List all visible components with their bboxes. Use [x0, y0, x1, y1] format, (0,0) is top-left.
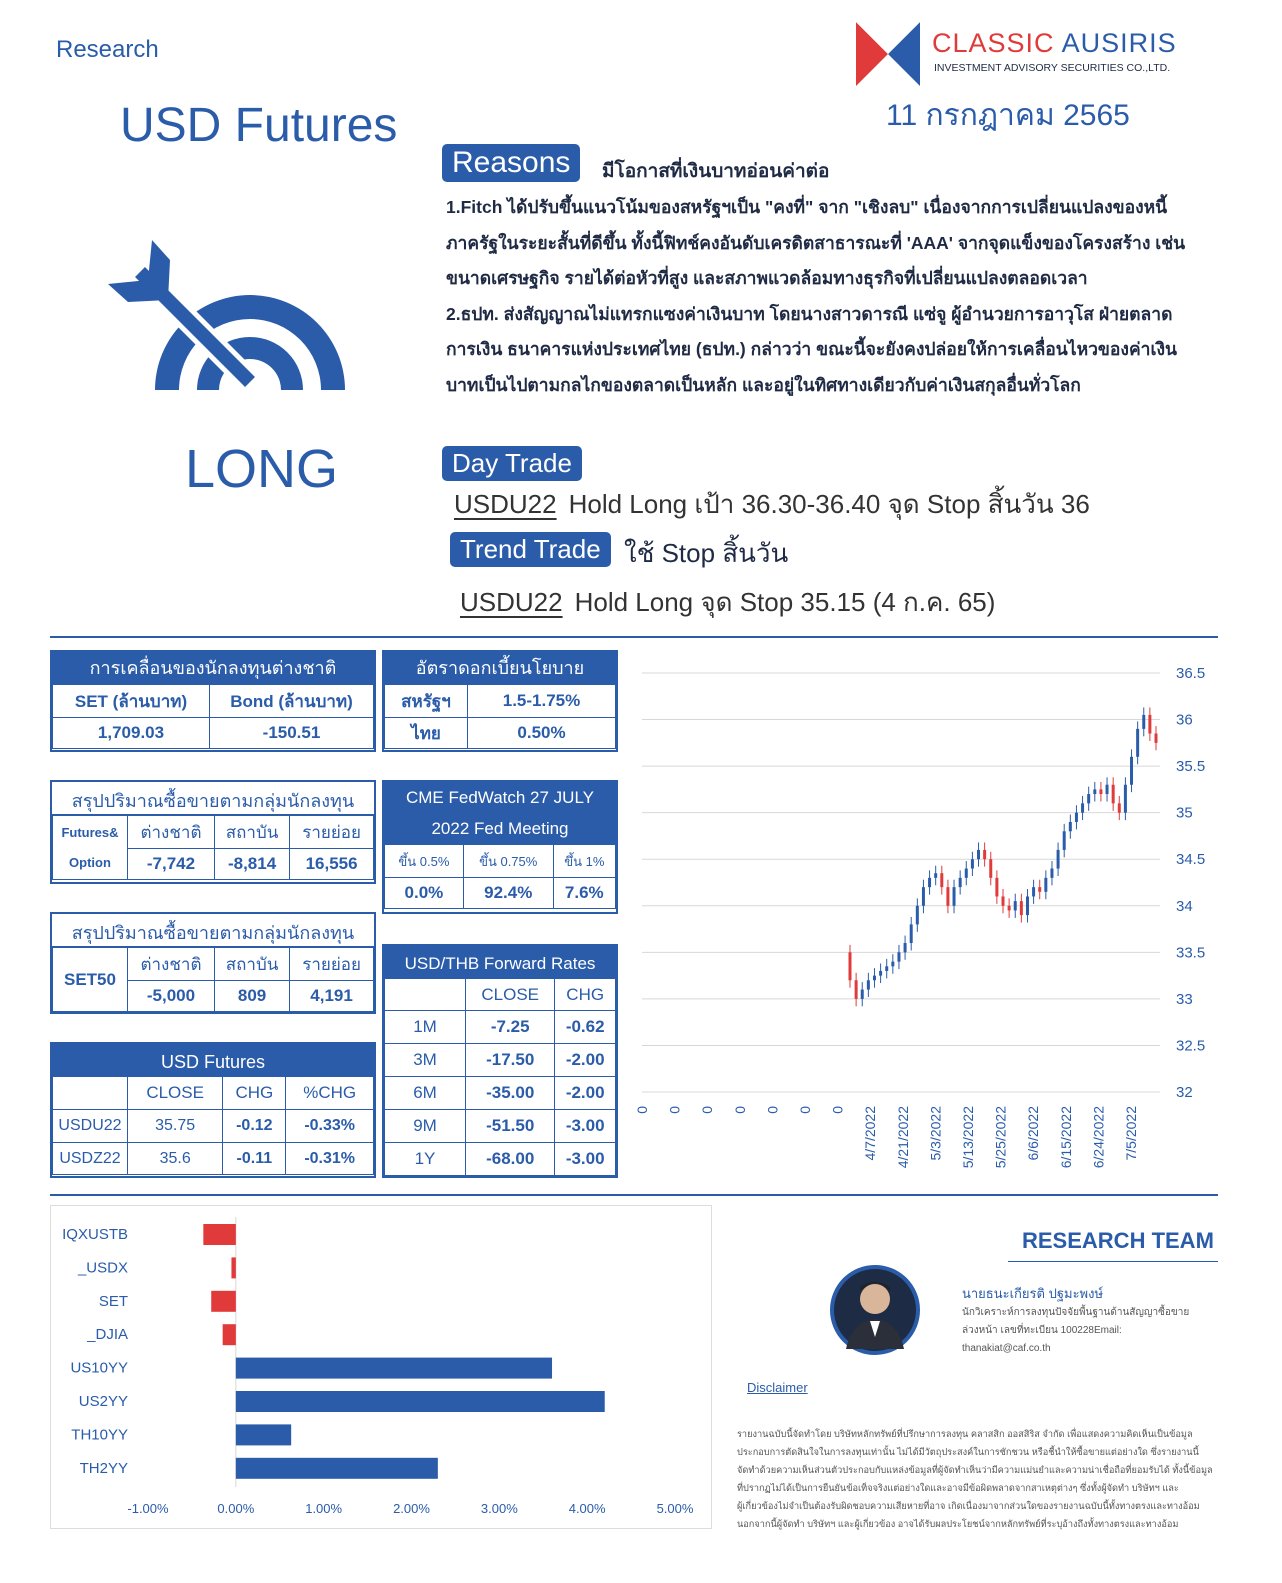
- stance-label: LONG: [185, 439, 339, 499]
- usd-futures-col: CLOSE: [128, 1077, 223, 1110]
- chart-x-tick: 0: [829, 1106, 846, 1114]
- day-trade-symbol: USDU22: [454, 489, 557, 519]
- forward-close: -68.00: [466, 1143, 555, 1176]
- chart-x-tick: 6/15/2022: [1057, 1106, 1074, 1169]
- candle-body: [1008, 906, 1011, 911]
- report-date: 11 กรกฎาคม 2565: [886, 99, 1130, 132]
- candle-body: [934, 873, 937, 878]
- bar-category-label: IQXUSTB: [62, 1226, 128, 1243]
- chart-x-tick: 6/24/2022: [1090, 1106, 1107, 1169]
- reason-line: บาทเป็นไปตามกลไกของตลาดเป็นหลัก และอยู่ในทิศทางเดียวกับค่าเงินสกุลอื่นทั่วโลก: [446, 374, 1081, 395]
- forward-chg: -2.00: [555, 1044, 616, 1077]
- bar: [211, 1291, 236, 1312]
- set50-flow-table: [50, 912, 376, 1014]
- bar-x-tick: 0.00%: [217, 1501, 255, 1516]
- chart-x-tick: 5/25/2022: [992, 1106, 1009, 1169]
- fedwatch-table: [382, 780, 618, 914]
- candle-body: [916, 906, 919, 925]
- forward-rates-col: CLOSE: [466, 979, 555, 1011]
- day-trade-line: [454, 484, 1090, 525]
- foreign-flow-title: การเคลื่อนของนักลงทุนต่างชาติ: [52, 652, 374, 684]
- candle-body: [1075, 813, 1078, 822]
- bar-category-label: _USDX: [77, 1259, 128, 1277]
- forward-chg: -3.00: [555, 1110, 616, 1143]
- candle-body: [1106, 785, 1109, 794]
- candle-body: [983, 850, 986, 859]
- futures-flow-table: [50, 780, 376, 884]
- futures-flow-col: สถาบัน: [214, 816, 289, 849]
- research-label: Research: [56, 36, 159, 63]
- policy-rate-th-value: 0.50%: [468, 718, 616, 749]
- futures-flow-value: -8,814: [214, 849, 289, 880]
- reason-line: การเงิน ธนาคารแห่งประเทศไทย (ธปท.) กล่าวว่า ขณะนี้จะยังคงปล่อยให้การเคลื่อนไหวของค่าเงิน: [446, 339, 1177, 359]
- candle-body: [1136, 729, 1139, 757]
- candle-body: [1099, 789, 1102, 794]
- forward-tenor: 6M: [385, 1077, 466, 1110]
- fedwatch-title: CME FedWatch 27 JULY 2022 Fed Meeting: [384, 782, 616, 844]
- candle-body: [873, 976, 876, 981]
- candle-body: [1093, 789, 1096, 794]
- chart-y-tick: 32: [1176, 1084, 1193, 1101]
- usd-futures-pct: -0.33%: [286, 1110, 374, 1143]
- chart-x-tick: 6/6/2022: [1025, 1106, 1042, 1161]
- research-team-title: RESEARCH TEAM: [1022, 1228, 1214, 1253]
- candle-body: [1026, 896, 1029, 915]
- trend-trade-badge: Trend Trade: [450, 532, 611, 567]
- chart-y-tick: 34.5: [1176, 851, 1206, 869]
- bar-x-tick: 1.00%: [305, 1501, 343, 1516]
- futures-flow-value: -7,742: [128, 849, 215, 880]
- chart-x-tick: 0: [797, 1106, 813, 1114]
- chart-x-tick: 0: [731, 1106, 748, 1114]
- candle-body: [971, 859, 974, 868]
- bar: [203, 1224, 235, 1245]
- candle-body: [1044, 878, 1047, 892]
- candle-body: [1081, 803, 1084, 812]
- reason-line: ขนาดเศรษฐกิจ รายได้ต่อหัวที่สูง และสภาพแวดล้อมทางธุรกิจที่เปลี่ยนแปลงตลอดเวลา: [446, 268, 1088, 288]
- forward-close: -51.50: [466, 1110, 555, 1143]
- bar-x-tick: 3.00%: [480, 1501, 518, 1516]
- set50-flow-title: สรุปปริมาณซื้อขายตามกลุ่มนักลงทุน: [52, 914, 374, 947]
- candle-body: [977, 850, 980, 859]
- research-team-underline: [1008, 1261, 1218, 1262]
- candle-body: [1057, 850, 1060, 869]
- chart-y-tick: 36: [1176, 711, 1193, 729]
- candle-body: [959, 878, 962, 887]
- forward-rates-blank: [385, 979, 466, 1011]
- candle-body: [861, 990, 864, 999]
- policy-rate-us-value: 1.5-1.75%: [468, 685, 616, 718]
- forward-close: -35.00: [466, 1077, 555, 1110]
- dart-target-icon: [100, 232, 350, 397]
- reason-line: 1.Fitch ได้ปรับขึ้นแนวโน้มของสหรัฐฯเป็น "คงที่" จาก "เชิงลบ" เนื่องจากการเปลี่ยนแปลงของหนี้: [446, 197, 1168, 217]
- usd-futures-symbol: USDU22: [53, 1110, 128, 1143]
- candle-body: [953, 887, 956, 906]
- candle-body: [855, 980, 858, 999]
- candle-body: [897, 952, 900, 961]
- candle-body: [849, 952, 852, 980]
- set50-row-label: SET50: [53, 948, 128, 1012]
- bar-category-label: SET: [98, 1292, 128, 1310]
- usd-futures-col: %CHG: [286, 1077, 374, 1110]
- usd-futures-close: 35.6: [128, 1143, 223, 1175]
- fedwatch-value: 92.4%: [463, 878, 553, 909]
- set50-value: -5,000: [128, 981, 215, 1012]
- fedwatch-value: 0.0%: [385, 878, 464, 909]
- forward-tenor: 3M: [385, 1044, 466, 1077]
- usd-futures-blank: [53, 1077, 128, 1110]
- candle-body: [1032, 887, 1035, 896]
- forward-rates-col: CHG: [555, 979, 616, 1011]
- bar-category-label: TH10YY: [71, 1426, 128, 1444]
- forward-chg: -2.00: [555, 1077, 616, 1110]
- reasons-badge: Reasons: [442, 144, 580, 182]
- chart-x-tick: 0: [634, 1106, 650, 1114]
- reasons-subtitle: มีโอกาสที่เงินบาทอ่อนค่าต่อ: [602, 161, 830, 182]
- trend-trade-text: Hold Long จุด Stop 35.15 (4 ก.ค. 65): [574, 587, 996, 617]
- chart-x-tick: 0: [666, 1106, 683, 1114]
- usd-futures-chg: -0.12: [223, 1110, 286, 1143]
- futures-flow-title: สรุปปริมาณซื้อขายตามกลุ่มนักลงทุน: [52, 782, 374, 815]
- chart-x-tick: 5/13/2022: [960, 1106, 976, 1169]
- candle-body: [867, 980, 870, 989]
- candle-body: [1014, 901, 1017, 910]
- fedwatch-value: 7.6%: [553, 878, 615, 909]
- policy-rate-us: สหรัฐฯ: [385, 685, 468, 718]
- candle-body: [1038, 887, 1041, 892]
- usd-futures-title: USD Futures: [52, 1044, 374, 1076]
- day-trade-text: Hold Long เป้า 36.30-36.40 จุด Stop สิ้นวัน 36: [568, 489, 1090, 519]
- reason-line: ภาครัฐในระยะสั้นที่ดีขึ้น ทั้งนี้ฟิทช์คงอันดับเครดิตสาธารณะที่ 'AAA' จากจุดแข็งของโครงสร้าง เช่น: [446, 232, 1186, 253]
- day-trade-badge: Day Trade: [442, 446, 582, 481]
- disclaimer-text: รายงานฉบับนี้จัดทำโดย บริษัทหลักทรัพย์ที่ปรึกษาการลงทุน คลาสสิก ออสสิริส จำกัด เพื่อแสดงความคิดเห็นเป็นข้อมูล ประกอบการตัดสินใจในการลงทุนเท่านั้น ไม่ได้มีวัตถุประสงค์ในการชักชวน หรือชี้นำให้ซื้อขายแต่อย่างใด ซึ่งรายงานนี้ จัดทำด้วยความเห็นส่วนตัวประกอบกับแหล่งข้อมูลที่ผู้จัดทำเห็นว่ามีความแม่นยำและความน่าเชื่อถือที่ยอมรับได้ ทั้งนี้ข้อมูล ที่ปรากฏไม่ได้เป็นการยืนยันข้อเท็จจริงแต่อย่างใดและอาจมีข้อผิดพลาดจากสาเหตุต่างๆ ซึ่งทั้งผู้จัดทำ บริษัทฯ และ ผู้เกี่ยวข้องไม่จำเป็นต้องรับผิดชอบความเสียหายที่อาจ เกิดเนื่องมาจากส่วนใดของรายงานฉบับนี้ทั้งทางตรงและทางอ้อม นอกจากนี้ผู้จัดทำ บริษัทฯ และผู้เกี่ยวข้อง อาจได้รับผลประโยชน์จากหลักทรัพย์ที่ระบุอ้างถึงทั้งทางตรงและทางอ้อม: [737, 1429, 1213, 1529]
- candle-body: [891, 962, 894, 967]
- candle-body: [1050, 869, 1053, 878]
- candle-body: [1124, 785, 1127, 813]
- forward-rates-title: USD/THB Forward Rates: [384, 946, 616, 978]
- chart-x-tick: 0: [699, 1106, 716, 1114]
- bar-category-label: US10YY: [70, 1359, 128, 1377]
- candle-body: [1130, 757, 1133, 785]
- candle-body: [1063, 831, 1066, 850]
- foreign-flow-set: 1,709.03: [53, 718, 210, 749]
- analyst-desc: นักวิเคราะห์การลงทุนปัจจัยพื้นฐานด้านสัญญาซื้อขาย ล่วงหน้า เลขที่ทะเบียน 100228Email: thanakiat@caf.co.th: [962, 1307, 1190, 1354]
- logo-name: CLASSIC AUSIRIS: [932, 28, 1177, 58]
- candle-body: [879, 971, 882, 976]
- chart-y-tick: 32.5: [1176, 1037, 1206, 1055]
- set50-value: 4,191: [290, 981, 374, 1012]
- policy-rate-table: [382, 650, 618, 752]
- forward-close: -7.25: [466, 1011, 555, 1044]
- bar-x-tick: 2.00%: [393, 1501, 430, 1516]
- foreign-flow-table: [50, 650, 376, 752]
- set50-col: รายย่อย: [290, 948, 374, 981]
- usd-futures-close: 35.75: [128, 1110, 223, 1143]
- bar: [236, 1391, 605, 1412]
- forward-rates-table: [382, 944, 618, 1178]
- usd-futures-chg: -0.11: [223, 1143, 286, 1175]
- futures-flow-col: รายย่อย: [290, 816, 374, 849]
- candle-body: [1148, 715, 1151, 734]
- candle-body: [922, 887, 925, 906]
- bar: [231, 1257, 235, 1278]
- set50-col: ต่างชาติ: [128, 948, 215, 981]
- forward-tenor: 1M: [385, 1011, 466, 1044]
- candle-body: [995, 878, 998, 897]
- page-title: USD Futures: [120, 99, 398, 152]
- bar-category-label: TH2YY: [79, 1459, 128, 1477]
- candle-body: [1020, 901, 1023, 915]
- set50-col: สถาบัน: [214, 948, 289, 981]
- bar: [236, 1358, 552, 1379]
- foreign-flow-bond: -150.51: [210, 718, 374, 749]
- forward-chg: -0.62: [555, 1011, 616, 1044]
- candle-body: [885, 966, 888, 971]
- candle-body: [910, 924, 913, 943]
- usd-futures-symbol: USDZ22: [53, 1143, 128, 1175]
- chart-x-tick: 7/5/2022: [1123, 1106, 1139, 1161]
- chart-x-tick: 4/21/2022: [894, 1106, 911, 1169]
- set50-value: 809: [214, 981, 289, 1012]
- forward-close: -17.50: [466, 1044, 555, 1077]
- trend-trade-symbol: USDU22: [460, 587, 563, 617]
- usd-futures-col: CHG: [223, 1077, 286, 1110]
- analyst-name: นายธนะเกียรติ ปฐมะพงษ์: [962, 1286, 1104, 1301]
- section-divider: [50, 636, 1218, 638]
- fedwatch-col: ขึ้น 0.75%: [463, 845, 553, 878]
- forward-tenor: 1Y: [385, 1143, 466, 1176]
- usd-candlestick-chart: [630, 650, 1230, 1180]
- candle-body: [965, 869, 968, 878]
- chart-y-tick: 34: [1176, 897, 1193, 915]
- trend-trade-line: [460, 582, 995, 623]
- change-bar-chart: [50, 1205, 710, 1527]
- chart-x-tick: 0: [764, 1106, 781, 1114]
- usd-futures-pct: -0.31%: [286, 1143, 374, 1175]
- candle-body: [1112, 785, 1115, 804]
- candle-body: [1002, 896, 1005, 905]
- chart-y-tick: 35.5: [1176, 758, 1206, 776]
- reasons-body: [446, 190, 1216, 403]
- policy-rate-th: ไทย: [385, 718, 468, 749]
- bar: [236, 1458, 438, 1479]
- reason-line: 2.ธปท. ส่งสัญญาณไม่แทรกแซงค่าเงินบาท โดยนางสาวดารณี แซ่จู ผู้อำนวยการอาวุโส ฝ่ายตลาด: [446, 303, 1173, 324]
- bar-x-tick: -1.00%: [127, 1501, 169, 1516]
- fedwatch-col: ขึ้น 1%: [553, 845, 615, 878]
- chart-y-tick: 33.5: [1176, 944, 1206, 962]
- bar-x-tick: 4.00%: [568, 1501, 606, 1516]
- bar: [223, 1324, 236, 1345]
- forward-tenor: 9M: [385, 1110, 466, 1143]
- fedwatch-col: ขึ้น 0.5%: [385, 845, 464, 878]
- chart-y-tick: 36.5: [1176, 665, 1206, 682]
- chart-x-tick: 5/3/2022: [927, 1106, 944, 1161]
- triangle-logo-icon: [854, 20, 922, 88]
- chart-x-tick: 4/7/2022: [862, 1106, 879, 1161]
- candle-body: [928, 878, 931, 887]
- logo-subtitle: INVESTMENT ADVISORY SECURITIES CO.,LTD.: [934, 62, 1171, 74]
- policy-rate-title: อัตราดอกเบี้ยนโยบาย: [384, 652, 616, 684]
- bar: [236, 1424, 291, 1445]
- candle-body: [1142, 715, 1145, 729]
- candle-body: [904, 943, 907, 952]
- bar-category-label: _DJIA: [87, 1326, 128, 1344]
- bar-x-tick: 5.00%: [656, 1501, 694, 1516]
- candle-body: [940, 873, 943, 887]
- disclaimer-link[interactable]: Disclaimer: [747, 1380, 808, 1395]
- candle-body: [1069, 822, 1072, 831]
- usd-futures-table: [50, 1042, 376, 1178]
- trend-trade-subtitle: ใช้ Stop สิ้นวัน: [624, 538, 789, 568]
- chart-y-tick: 33: [1176, 990, 1193, 1008]
- analyst-avatar: [828, 1265, 922, 1355]
- section-divider: [50, 1194, 1218, 1196]
- futures-flow-value: 16,556: [290, 849, 374, 880]
- candle-body: [1155, 734, 1158, 743]
- foreign-flow-col2: Bond (ล้านบาท): [210, 685, 374, 718]
- candle-body: [1087, 794, 1090, 803]
- candle-body: [1118, 803, 1121, 812]
- foreign-flow-col1: SET (ล้านบาท): [53, 685, 210, 718]
- chart-y-tick: 35: [1176, 804, 1193, 822]
- forward-chg: -3.00: [555, 1143, 616, 1176]
- futures-flow-col: ต่างชาติ: [128, 816, 215, 849]
- candle-body: [989, 859, 992, 878]
- candle-body: [946, 887, 949, 906]
- futures-flow-row-label: Futures& Option: [53, 816, 128, 880]
- bar-category-label: US2YY: [78, 1393, 128, 1410]
